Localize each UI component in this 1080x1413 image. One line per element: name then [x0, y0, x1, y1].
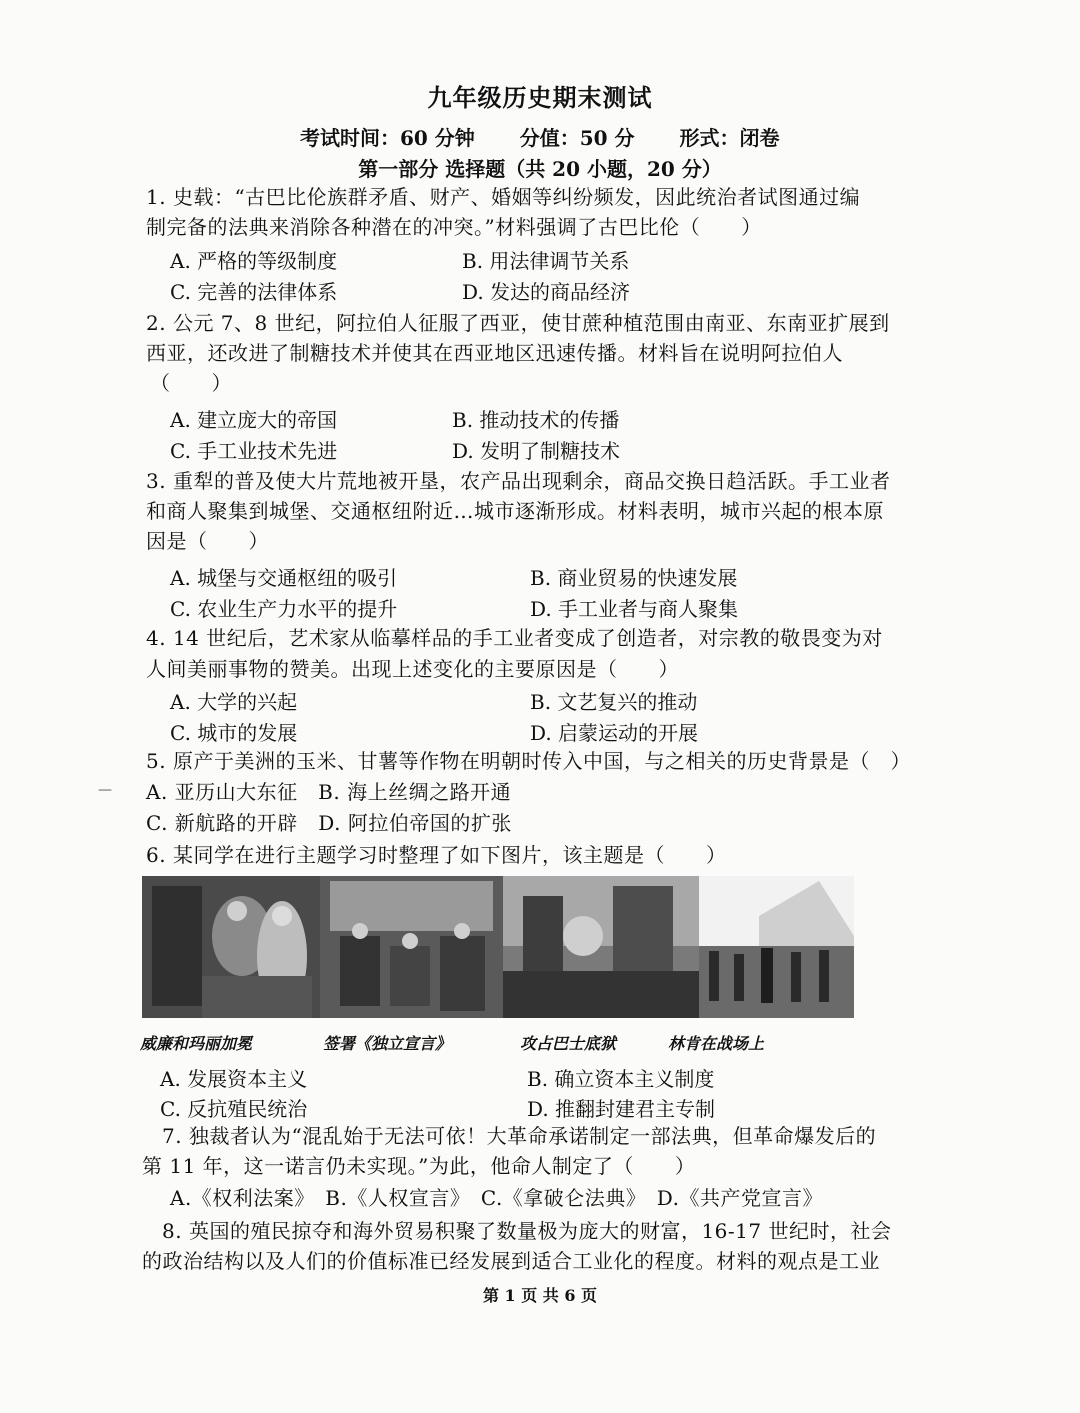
question-3-option-a: A. 城堡与交通枢纽的吸引 [170, 566, 398, 590]
question-1-option-c: C. 完善的法律体系 [170, 280, 338, 304]
question-3-line-3: 因是（ ） [146, 529, 269, 553]
question-2-line-1: 2. 公元 7、8 世纪，阿拉伯人征服了西亚，使甘蔗种植范围由南亚、东南亚扩展到 [146, 311, 890, 335]
question-3-line-2: 和商人聚集到城堡、交通枢纽附近…城市逐渐形成。材料表明，城市兴起的根本原 [146, 499, 884, 523]
photo-caption-3: 攻占巴士底狱 [520, 1034, 617, 1053]
question-6-line-1: 6. 某同学在进行主题学习时整理了如下图片，该主题是（ ） [146, 843, 727, 867]
photo-bastille [503, 876, 699, 1018]
question-8-line-1: 8. 英国的殖民掠夺和海外贸易积聚了数量极为庞大的财富，16-17 世纪时，社会 [162, 1219, 892, 1243]
question-4-line-1: 4. 14 世纪后，艺术家从临摹样品的手工业者变成了创造者，对宗教的敬畏变为对 [146, 626, 883, 650]
question-2-option-c: C. 手工业技术先进 [170, 439, 338, 463]
photo-coronation [142, 876, 320, 1018]
question-1-option-a: A. 严格的等级制度 [170, 249, 338, 273]
question-8-line-2: 的政治结构以及人们的价值标准已经发展到适合工业化的程度。材料的观点是工业 [142, 1249, 880, 1273]
question-3-option-b: B. 商业贸易的快速发展 [530, 566, 738, 590]
question-3-line-1: 3. 重犁的普及使大片荒地被开垦，农产品出现剩余，商品交换日趋活跃。手工业者 [146, 469, 891, 493]
question-1-line-1: 1. 史载：“古巴比伦族群矛盾、财产、婚姻等纠纷频发，因此统治者试图通过编 [146, 185, 861, 209]
question-6-photo-strip [142, 876, 854, 1018]
question-5-options-row-2: C. 新航路的开辟 D. 阿拉伯帝国的扩张 [146, 811, 512, 835]
question-1-line-2: 制完备的法典来消除各种潜在的冲突。”材料强调了古巴比伦（ ） [146, 215, 762, 239]
question-7-options: A.《权利法案》 B.《人权宣言》 C.《拿破仑法典》 D.《共产党宣言》 [170, 1186, 823, 1210]
question-2-line-3: （ ） [150, 371, 232, 395]
exam-time: 考试时间：60 分钟 [300, 126, 475, 150]
exam-score: 分值：50 分 [519, 126, 635, 150]
question-6-option-d: D. 推翻封建君主专制 [527, 1097, 716, 1121]
page-title: 九年级历史期末测试 [427, 83, 653, 112]
question-7-line-2: 第 11 年，这一诺言仍未实现。”为此，他命人制定了（ ） [142, 1154, 696, 1178]
photo-declaration-signing [320, 876, 503, 1018]
exam-form: 形式：闭卷 [679, 126, 780, 150]
question-3-option-c: C. 农业生产力水平的提升 [170, 597, 398, 621]
question-6-option-a: A. 发展资本主义 [160, 1067, 308, 1091]
photo-lincoln-battlefield [699, 876, 854, 1018]
question-5-options-row-1: A. 亚历山大东征 B. 海上丝绸之路开通 [146, 780, 512, 804]
question-4-option-a: A. 大学的兴起 [170, 690, 298, 714]
question-6-option-b: B. 确立资本主义制度 [527, 1067, 715, 1091]
photo-caption-2: 签署《独立宣言》 [323, 1034, 452, 1053]
pen-stroke-mark: — [98, 782, 112, 798]
question-2-option-a: A. 建立庞大的帝国 [170, 408, 338, 432]
question-2-line-2: 西亚，还改进了制糖技术并使其在西亚地区迅速传播。材料旨在说明阿拉伯人 [146, 341, 843, 365]
question-4-option-c: C. 城市的发展 [170, 721, 298, 745]
question-7-line-1: 7. 独裁者认为“混乱始于无法可依！大革命承诺制定一部法典，但革命爆发后的 [162, 1124, 877, 1148]
page-footer: 第 1 页 共 6 页 [482, 1286, 598, 1305]
photo-caption-4: 林肯在战场上 [668, 1034, 765, 1053]
question-4-option-b: B. 文艺复兴的推动 [530, 690, 698, 714]
question-5-line-1: 5. 原产于美洲的玉米、甘薯等作物在明朝时传入中国，与之相关的历史背景是（ ） [146, 749, 911, 773]
question-6-option-c: C. 反抗殖民统治 [160, 1097, 308, 1121]
photo-caption-1: 威廉和玛丽加冕 [140, 1034, 253, 1053]
exam-meta [300, 122, 818, 151]
section-heading: 第一部分 选择题（共 20 小题，20 分） [358, 157, 722, 181]
question-1-option-b: B. 用法律调节关系 [462, 249, 630, 273]
question-1-option-d: D. 发达的商品经济 [462, 280, 631, 304]
question-4-option-d: D. 启蒙运动的开展 [530, 721, 699, 745]
question-2-option-d: D. 发明了制糖技术 [452, 439, 621, 463]
question-2-option-b: B. 推动技术的传播 [452, 408, 620, 432]
question-4-line-2: 人间美丽事物的赞美。出现上述变化的主要原因是（ ） [146, 657, 679, 681]
question-3-option-d: D. 手工业者与商人聚集 [530, 597, 739, 621]
